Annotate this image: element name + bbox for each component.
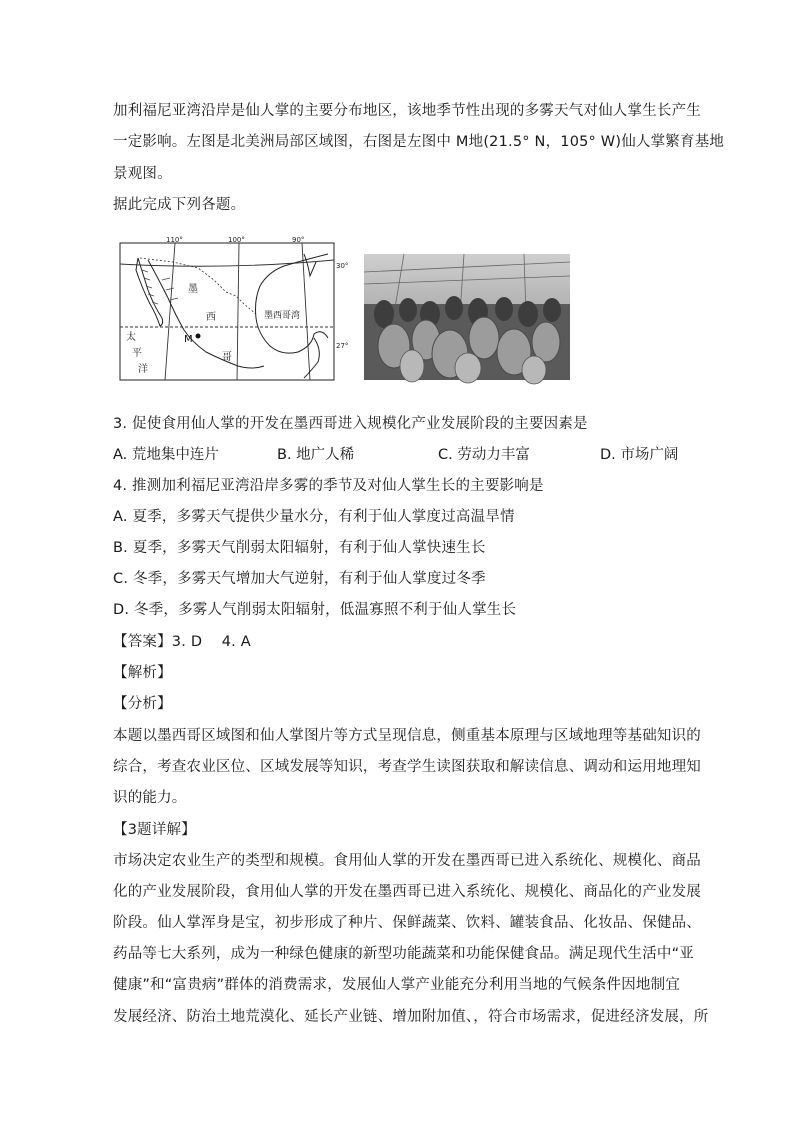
region-label-tai: 太 xyxy=(126,332,136,343)
region-label-xi: 西 xyxy=(206,312,216,323)
lon-label-100: 100° xyxy=(228,236,245,244)
detail-line-3: 阶段。仙人掌浑身是宝，初步形成了种片、保鲜蔬菜、饮料、罐装食品、化妆品、保健品、 xyxy=(113,915,701,931)
north-america-map xyxy=(118,234,349,382)
q3-stem: 3. 促使食用仙人掌的开发在墨西哥进入规模化产业发展阶段的主要因素是 xyxy=(113,416,588,432)
detail-line-1: 市场决定农业生产的类型和规模。食用仙人掌的开发在墨西哥已进入系统化、规模化、商品 xyxy=(113,853,701,869)
lat-label-30: 30° xyxy=(336,262,349,270)
q3-option-d: D. 市场广阔 xyxy=(600,447,679,463)
point-m-marker xyxy=(196,334,201,339)
point-m-label: M xyxy=(184,334,193,345)
region-label-yang: 洋 xyxy=(138,364,148,375)
q4-option-c: C. 冬季，多雾天气增加大气逆射，有利于仙人掌度过冬季 xyxy=(113,571,486,587)
lat-label-27: 27° xyxy=(336,342,349,350)
fenxi-heading: 【分析】 xyxy=(113,696,172,712)
region-label-ge: 哥 xyxy=(222,352,232,363)
answer-line: 【答案】3. D 4. A xyxy=(113,634,251,650)
detail-heading: 【3题详解】 xyxy=(113,822,196,838)
q3-option-b: B. 地广人稀 xyxy=(277,447,355,463)
lon-label-110: 110° xyxy=(166,236,183,244)
fenxi-line-3: 识的能力。 xyxy=(113,790,187,806)
detail-line-5: 健康”和“富贵病”群体的消费需求，发展仙人掌产业能充分利用当地的气候条件因地制宜 xyxy=(113,977,681,993)
region-label-mo: 墨 xyxy=(188,284,198,295)
q3-option-a: A. 荒地集中连片 xyxy=(113,447,219,463)
detail-line-6: 发展经济、防治土地荒漠化、延长产业链、增加附加值、，符合市场需求，促进经济发展，所 xyxy=(113,1009,709,1025)
intro-line-2: 一定影响。左图是北美洲局部区域图，右图是左图中 M地(21.5° N，105° W)仙人掌繁育基地 xyxy=(113,134,725,150)
region-label-ping: 平 xyxy=(132,348,142,359)
region-label-gulf: 墨西哥湾 xyxy=(264,311,301,321)
fenxi-line-2: 综合，考查农业区位、区域发展等知识，考查学生读图获取和解读信息、调动和运用地理知 xyxy=(113,759,701,775)
cactus-farm-photo xyxy=(364,254,570,380)
q4-option-a: A. 夏季，多雾天气提供少量水分，有利于仙人掌度过高温旱情 xyxy=(113,509,515,525)
lon-label-90: 90° xyxy=(292,236,305,244)
intro-line-1: 加利福尼亚湾沿岸是仙人掌的主要分布地区，该地季节性出现的多雾天气对仙人掌生长产生 xyxy=(113,103,701,119)
figures xyxy=(118,234,574,384)
q3-option-c: C. 劳动力丰富 xyxy=(438,447,530,463)
analysis-heading: 【解析】 xyxy=(113,665,172,681)
q4-option-d: D. 冬季，多雾人气削弱太阳辐射，低温寡照不利于仙人掌生长 xyxy=(113,602,517,618)
q4-option-b: B. 夏季，多雾天气削弱太阳辐射，有利于仙人掌快速生长 xyxy=(113,540,486,556)
intro-line-3: 景观图。 xyxy=(113,166,172,182)
q4-stem: 4. 推测加利福尼亚湾沿岸多雾的季节及对仙人掌生长的主要影响是 xyxy=(113,478,544,494)
fenxi-line-1: 本题以墨西哥区域图和仙人掌图片等方式呈现信息，侧重基本原理与区域地理等基础知识的 xyxy=(113,728,701,744)
detail-line-2: 化的产业发展阶段，食用仙人掌的开发在墨西哥已进入系统化、规模化、商品化的产业发展 xyxy=(113,884,701,900)
detail-line-4: 药品等七大系列，成为一种绿色健康的新型功能蔬菜和功能保健食品。满足现代生活中“亚 xyxy=(113,946,695,962)
intro-line-4: 据此完成下列各题。 xyxy=(113,197,246,213)
